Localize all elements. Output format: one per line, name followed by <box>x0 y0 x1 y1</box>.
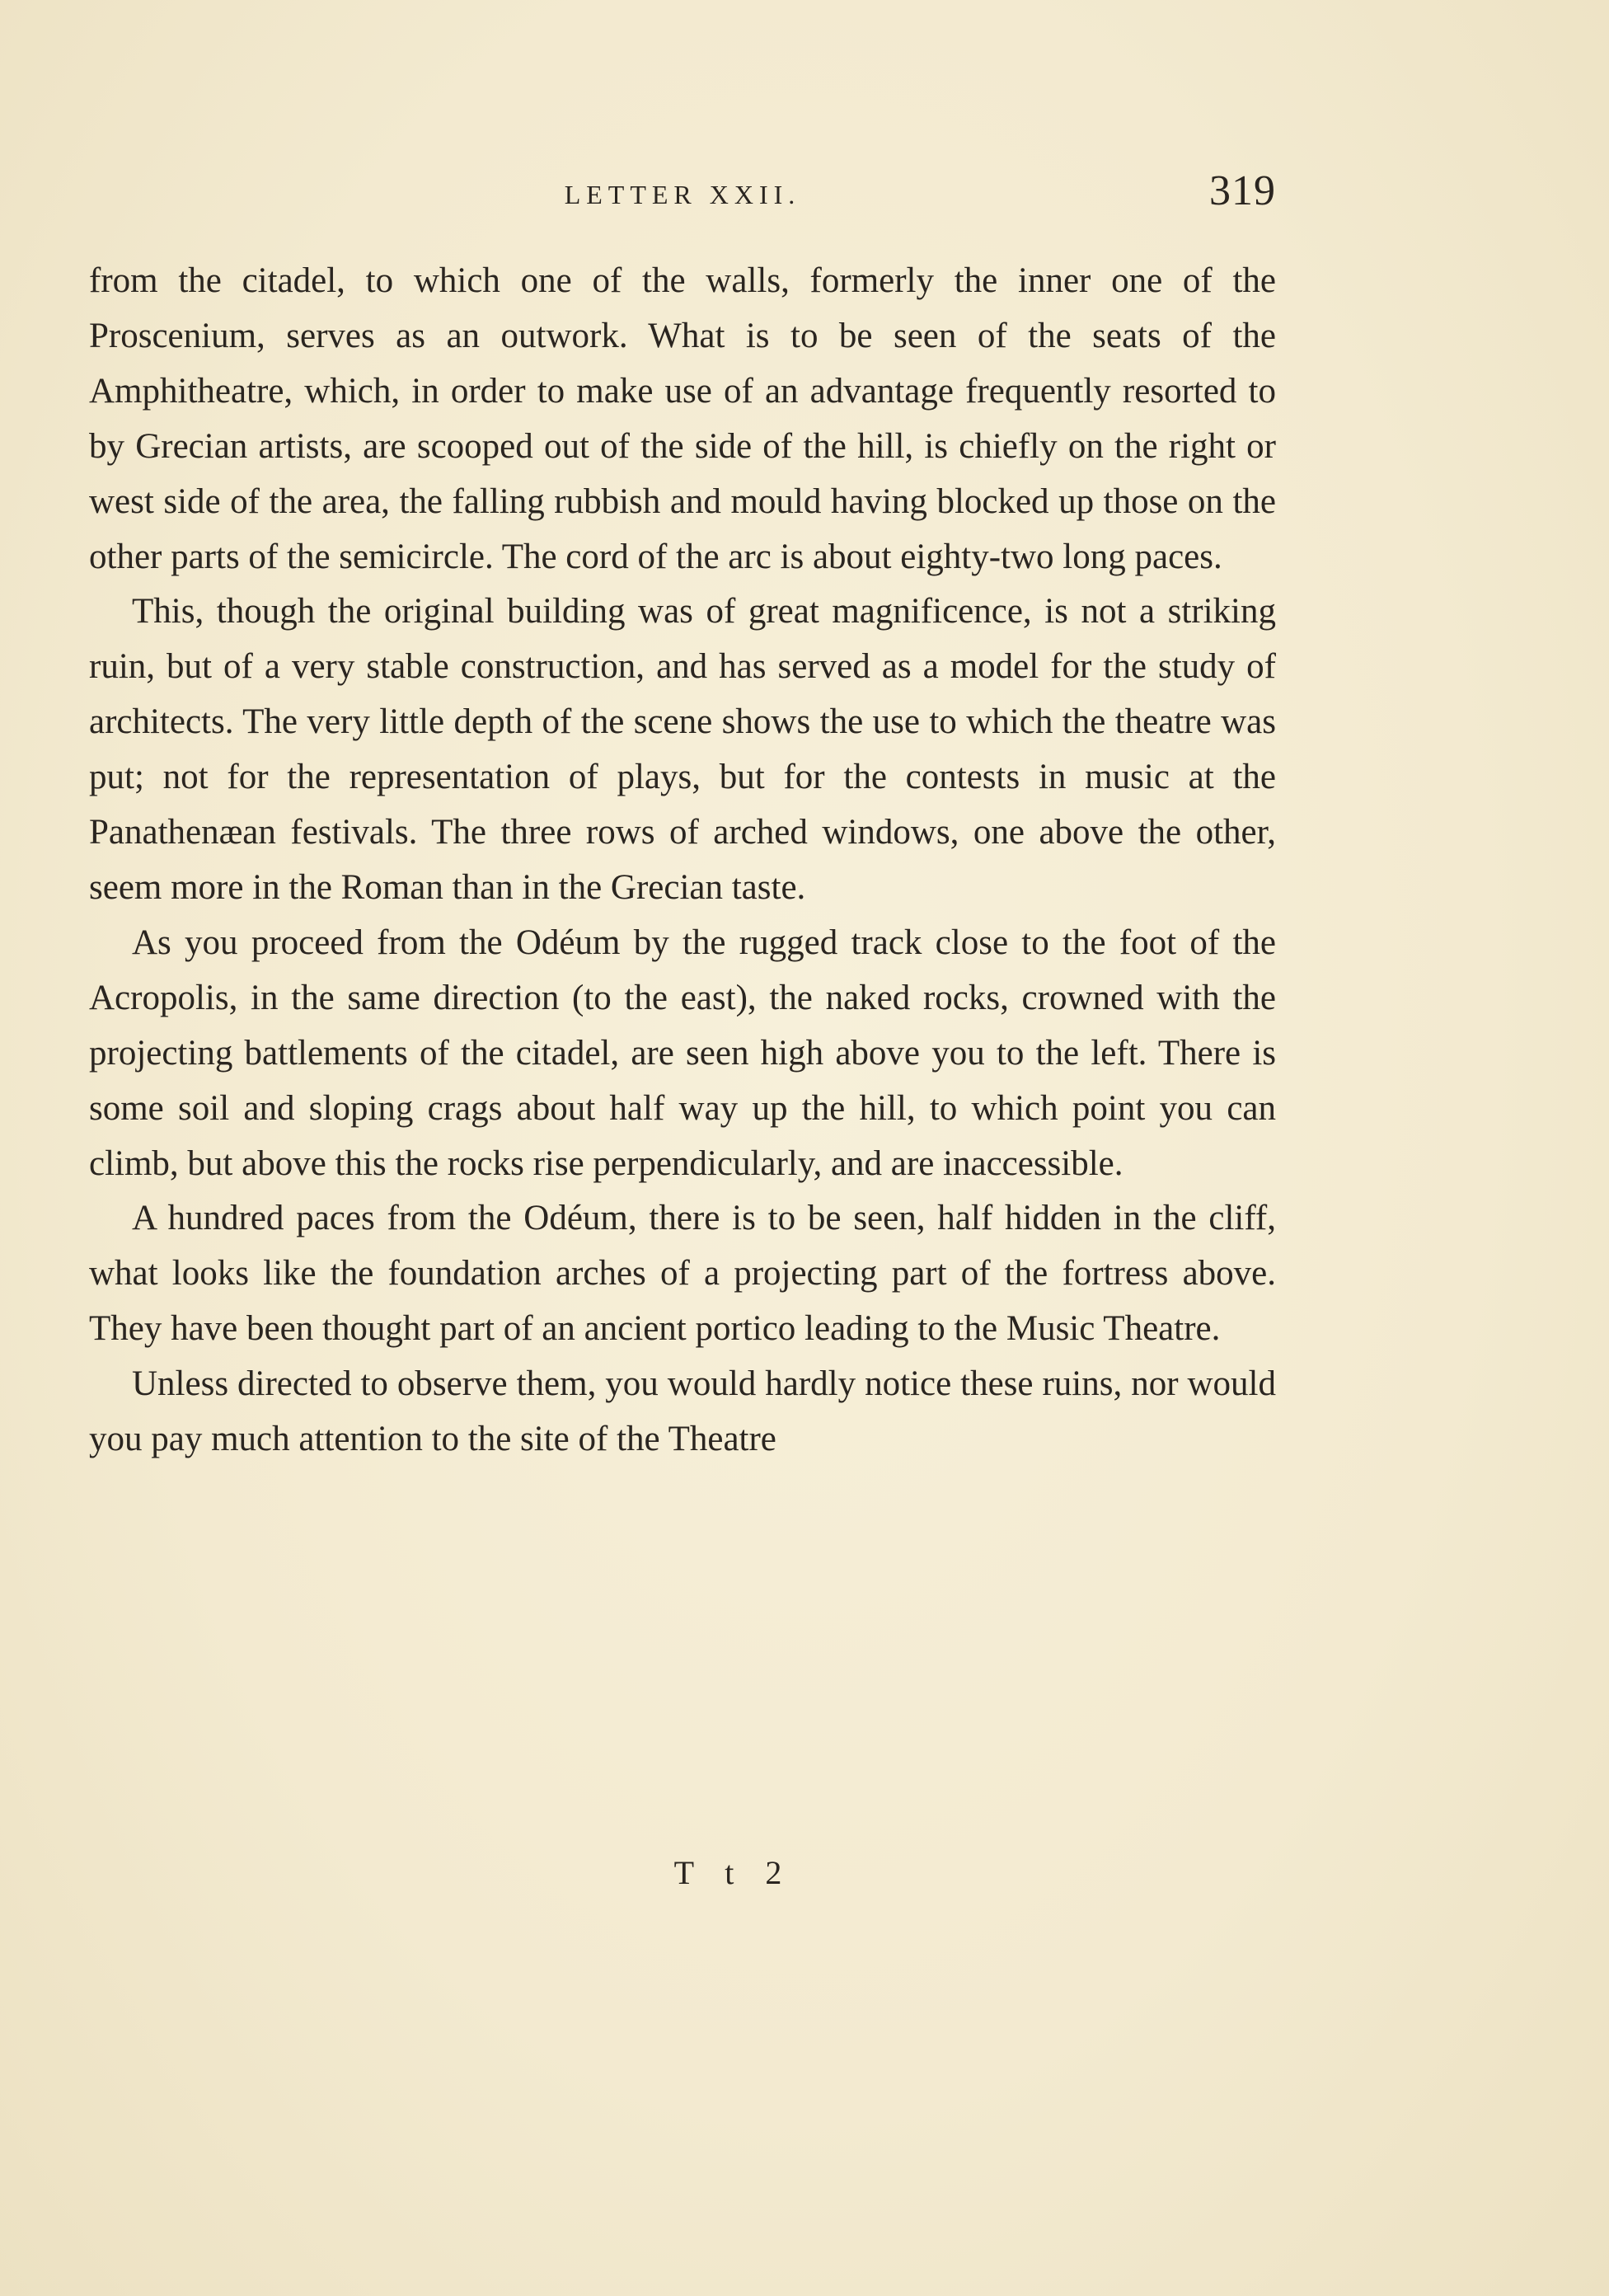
body-text <box>89 254 1276 1467</box>
paragraph-3: As you proceed from the Odéum by the rugged track close to the foot of the Acropolis, in the same direction (to the east), the naked rocks, crowned with the projecting battlements of the citadel, are seen high above you to the left. There is some soil and sloping crags about half way up the hill, to which point you can climb, but above this the rocks rise perpendicularly, and are inaccessible. <box>89 923 1276 1183</box>
page-number: 319 <box>1209 167 1276 214</box>
signature-mark: T t 2 <box>673 1854 794 1891</box>
paragraph-1: from the citadel, to which one of the walls, formerly the inner one of the Proscenium, serves as an outwork. What is to be seen of the seats of the Amphitheatre, which, in order to make use of an advantage frequently resorted to by Grecian artists, are scooped out of the side of the hill, is chiefly on the right or west side of the area, the falling rubbish and mould having blocked up those on the other parts of the semicircle. The cord of the arc is about eighty-two long paces. <box>89 261 1276 576</box>
paragraph-4: A hundred paces from the Odéum, there is to be seen, half hidden in the cliff, what looks like the foundation arches of a projecting part of the fortress above. They have been thought part of an ancient portico leading to the Music Theatre. <box>89 1199 1276 1349</box>
page-header <box>89 165 1276 223</box>
running-head: LETTER XXII. <box>564 180 801 209</box>
paragraph-2: This, though the original building was of great magnificence, is not a striking ruin, but of a very stable construction, and has served as a model for the study of architects. The very little depth of the scene shows the use to which the theatre was put; not for the representation of plays, but for the contests in music at the Panathenæan festivals. The three rows of arched windows, one above the other, seem more in the Roman than in the Grecian taste. <box>89 592 1276 907</box>
paragraph-5: Unless directed to observe them, you would hardly notice these ruins, nor would you pay much attention to the site of the Theatre <box>89 1364 1276 1459</box>
